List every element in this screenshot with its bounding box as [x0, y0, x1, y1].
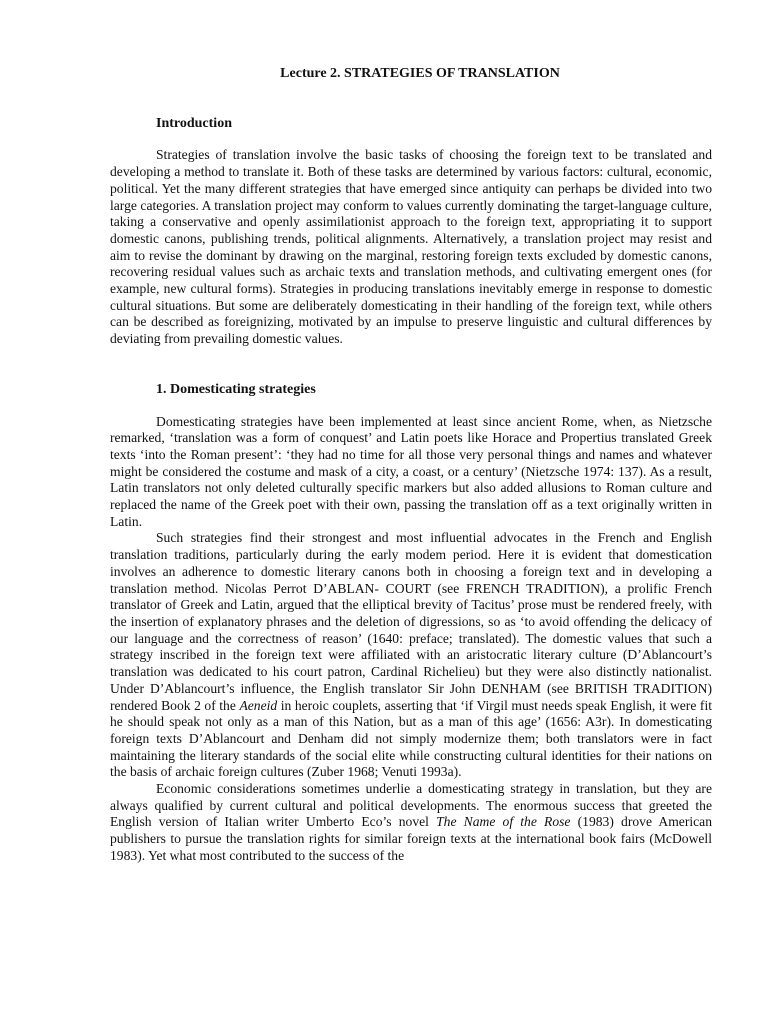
paragraph-domesticating-1: Domesticating strategies have been implemented at least since ancient Rome, when, as Nietzsche remarked, ‘translation was a form of conquest’ and Latin poets like Horace and Propertius translated Greek texts ‘into the Roman present’: ‘they had no time for all those very personal things and names and whatever might be considered the costume and mask of a city, a coast, or a century’ (Nietzsche 1974: 137). As a result, Latin translators not only deleted culturally specific markers but also added allusions to Roman culture and replaced the name of the Greek poet with their own, passing the translation off as a text originally written in Latin.	[110, 413, 712, 529]
section-heading-introduction: Introduction	[156, 115, 232, 131]
page-title: Lecture 2. STRATEGIES OF TRANSLATION	[280, 66, 560, 81]
italic-title-aeneid: Aeneid	[239, 697, 278, 713]
paragraph-domesticating-3	[110, 781, 712, 865]
paragraph-text: (1983) drove American publishers to pursue the translation rights for similar foreign texts at the international book fairs (McDowell 1983). Yet what most contributed to the success of the	[110, 814, 712, 863]
paragraph-domesticating-2	[110, 530, 712, 781]
section-heading-domesticating-strategies: 1. Domesticating strategies	[156, 381, 316, 397]
paragraph-text: Such strategies find their strongest and most influential advocates in the French and English translation traditions, particularly during the early modem period. Here it is evident that domestication involves an adherence to domestic literary canons both in choosing a foreign text and in developing a translation method. Nicolas Perrot D’ABLAN- COURT (see FRENCH TRADITION), a prolific French translator of Greek and Latin, argued that the elliptical brevity of Tacitus’ prose must be rendered freely, with the insertion of explanatory phrases and the deletion of digressions, so as ‘to avoid offending the delicacy of our language and the correctness of reason’ (1640: preface; translated). The domestic values that such a strategy inscribed in the foreign text were affiliated with an aristocratic literary culture (D’Ablancourt’s translation was dedicated to his court patron, Cardinal Richelieu) but they were also distinctly nationalist. Under D’Ablancourt’s influence, the English translator Sir John DENHAM (see BRITISH TRADITION) rendered Book 2 of the	[110, 530, 712, 713]
italic-title-name-of-the-rose: The Name of the Rose	[436, 814, 571, 830]
paragraph-text: in heroic couplets, asserting that ‘if Virgil must needs speak English, it were fit he should speak not only as a man of this Nation, but as a man of this age’ (1656: A3r). In domesticating foreign texts D’Ablancourt and Denham did not simply modernize them; both translators were in fact maintaining the literary standards of the social elite while constructing cultural identities for their nations on the basis of archaic foreign cultures (Zuber 1968; Venuti 1993a).	[110, 697, 712, 780]
paragraph-text: Economic considerations sometimes underlie a domesticating strategy in translation, but they are always qualified by current cultural and political developments. The enormous success that greeted the English version of Italian writer Umberto Eco’s novel	[110, 781, 712, 830]
paragraph-introduction: Strategies of translation involve the basic tasks of choosing the foreign text to be translated and developing a method to translate it. Both of these tasks are determined by various factors: cultural, economic, political. Yet the many different strategies that have emerged since antiquity can perhaps be divided into two large categories. A translation project may conform to values currently dominating the target-language culture, taking a conservative and openly assimilationist approach to the foreign text, appropriating it to support domestic canons, publishing trends, political alignments. Alternatively, a translation project may resist and aim to revise the dominant by drawing on the marginal, restoring foreign texts excluded by domestic canons, recovering residual values such as archaic texts and translation methods, and cultivating emergent ones (for example, new cultural forms). Strategies in producing translations inevitably emerge in response to domestic cultural situations. But some are deliberately domesticating in their handling of the foreign text, while others can be described as foreignizing, motivated by an impulse to preserve linguistic and cultural differences by deviating from prevailing domestic values.	[110, 147, 712, 347]
